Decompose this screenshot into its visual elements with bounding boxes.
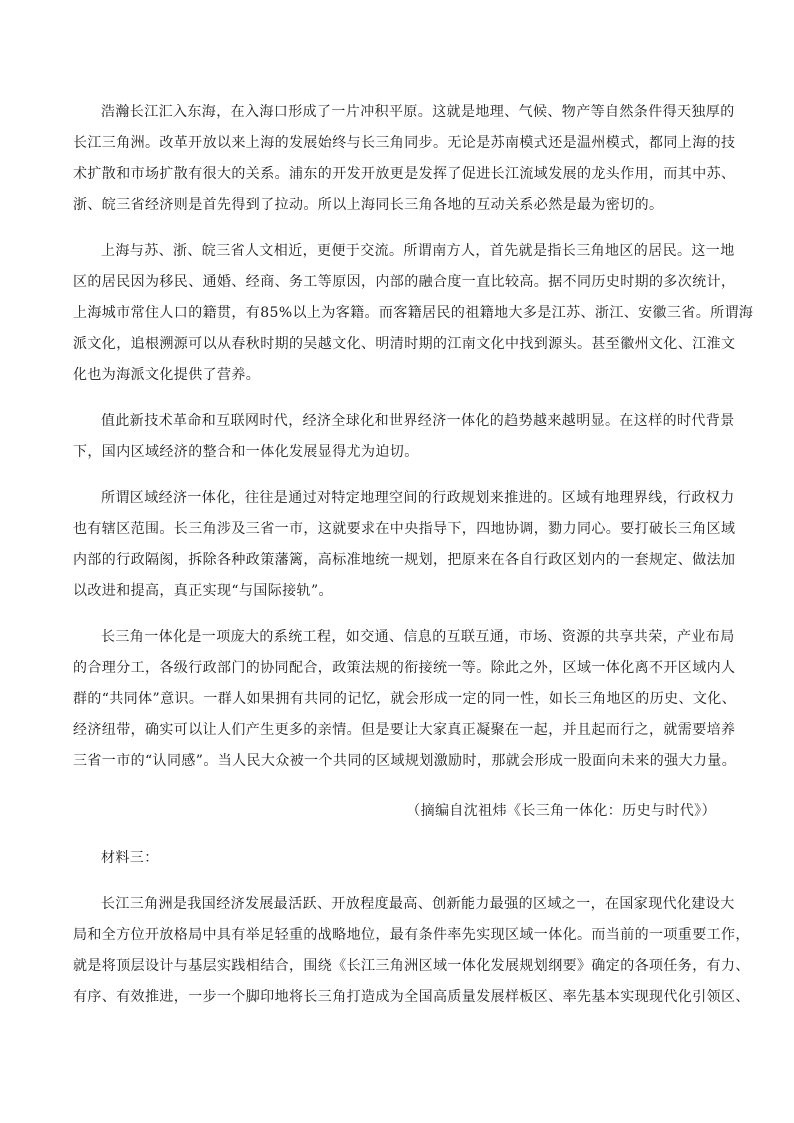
paragraph-line: 化也为海派文化提供了营养。	[73, 367, 261, 383]
paragraph-line: 上海与苏、浙、皖三省人文相近，更便于交流。所谓南方人，首先就是指长三角地区的居民。这一地	[101, 243, 735, 259]
paragraph-line: 以改进和提高，真正实现“与国际接轨”。	[73, 583, 333, 599]
paragraph-line: 浙、皖三省经济则是首先得到了拉动。所以上海同长三角各地的互动关系必然是最为密切的。	[73, 197, 664, 213]
paragraph-line: 经济纽带，确实可以让人们产生更多的亲情。但是要让大家真正凝聚在一起，并且起而行之，就需要培养	[73, 722, 736, 738]
paragraph-line: 就是将顶层设计与基层实践相结合，围绕《长江三角洲区域一体化发展规划纲要》确定的各项任务，有力、	[73, 958, 750, 974]
paragraph-line: 也有辖区范围。长三角涉及三省一市，这就要求在中央指导下，四地协调，勠力同心。要打破长三角区域	[73, 521, 736, 537]
paragraph-line: 派文化，追根溯源可以从春秋时期的吴越文化、明清时期的江南文化中找到源头。甚至徽州文化、江淮文	[73, 336, 736, 352]
paragraph-line: 值此新技术革命和互联网时代，经济全球化和世界经济一体化的趋势越来越明显。在这样的时代背景	[101, 413, 735, 429]
paragraph-line: 所谓区域经济一体化，往往是通过对特定地理空间的行政规划来推进的。区域有地理界线，行政权力	[101, 490, 735, 506]
paragraph-line: 三省一市的“认同感”。当人民大众被一个共同的区域规划激励时，那就会形成一股面向未来的强大力量。	[73, 753, 737, 769]
paragraph-line: 长江三角洲。改革开放以来上海的发展始终与长三角同步。无论是苏南模式还是温州模式，都同上海的技	[73, 135, 736, 151]
paragraph-line: 群的“共同体”意识。一群人如果拥有共同的记忆，就会形成一定的同一性，如长三角地区的历史、文化、	[73, 691, 737, 707]
paragraph-line: 有序、有效推进，一步一个脚印地将长三角打造成为全国高质量发展样板区、率先基本实现现代化引领区、	[73, 989, 750, 1005]
paragraph-line: 局和全方位开放格局中具有举足轻重的战略地位，最有条件率先实现区域一体化。而当前的一项重要工作，	[73, 927, 750, 943]
paragraph-line: 术扩散和市场扩散有很大的关系。浦东的开发开放更是发挥了促进长江流域发展的龙头作用，而其中苏、	[73, 166, 736, 182]
paragraph-line: 内部的行政隔阂，拆除各种政策藩篱，高标准地统一规划，把原来在各自行政区划内的一套规定、做法加	[73, 552, 736, 568]
paragraph-line: 的合理分工，各级行政部门的协同配合，政策法规的衔接统一等。除此之外，区域一体化离不开区域内人	[73, 660, 736, 676]
paragraph-line: 区的居民因为移民、通婚、经商、务工等原因，内部的融合度一直比较高。据不同历史时期的多次统计，	[73, 274, 736, 290]
paragraph-line: 浩瀚长江汇入东海，在入海口形成了一片冲积平原。这就是地理、气候、物产等自然条件得天独厚的	[101, 104, 735, 120]
paragraph-line: 下，国内区域经济的整合和一体化发展显得尤为迫切。	[73, 444, 419, 460]
source-citation: （摘编自沈祖炜《长三角一体化：历史与时代》）	[406, 803, 716, 819]
paragraph-line: 长三角一体化是一项庞大的系统工程，如交通、信息的互联互通，市场、资源的共享共荣，产业布局	[101, 629, 735, 645]
paragraph-line: 长江三角洲是我国经济发展最活跃、开放程度最高、创新能力最强的区域之一，在国家现代化建设大	[101, 896, 735, 912]
paragraph-line: 上海城市常住人口的籍贯，有85%以上为客籍。而客籍居民的祖籍地大多是江苏、浙江、安徽三省。所谓海	[73, 305, 754, 321]
material-label: 材料三：	[101, 850, 159, 866]
